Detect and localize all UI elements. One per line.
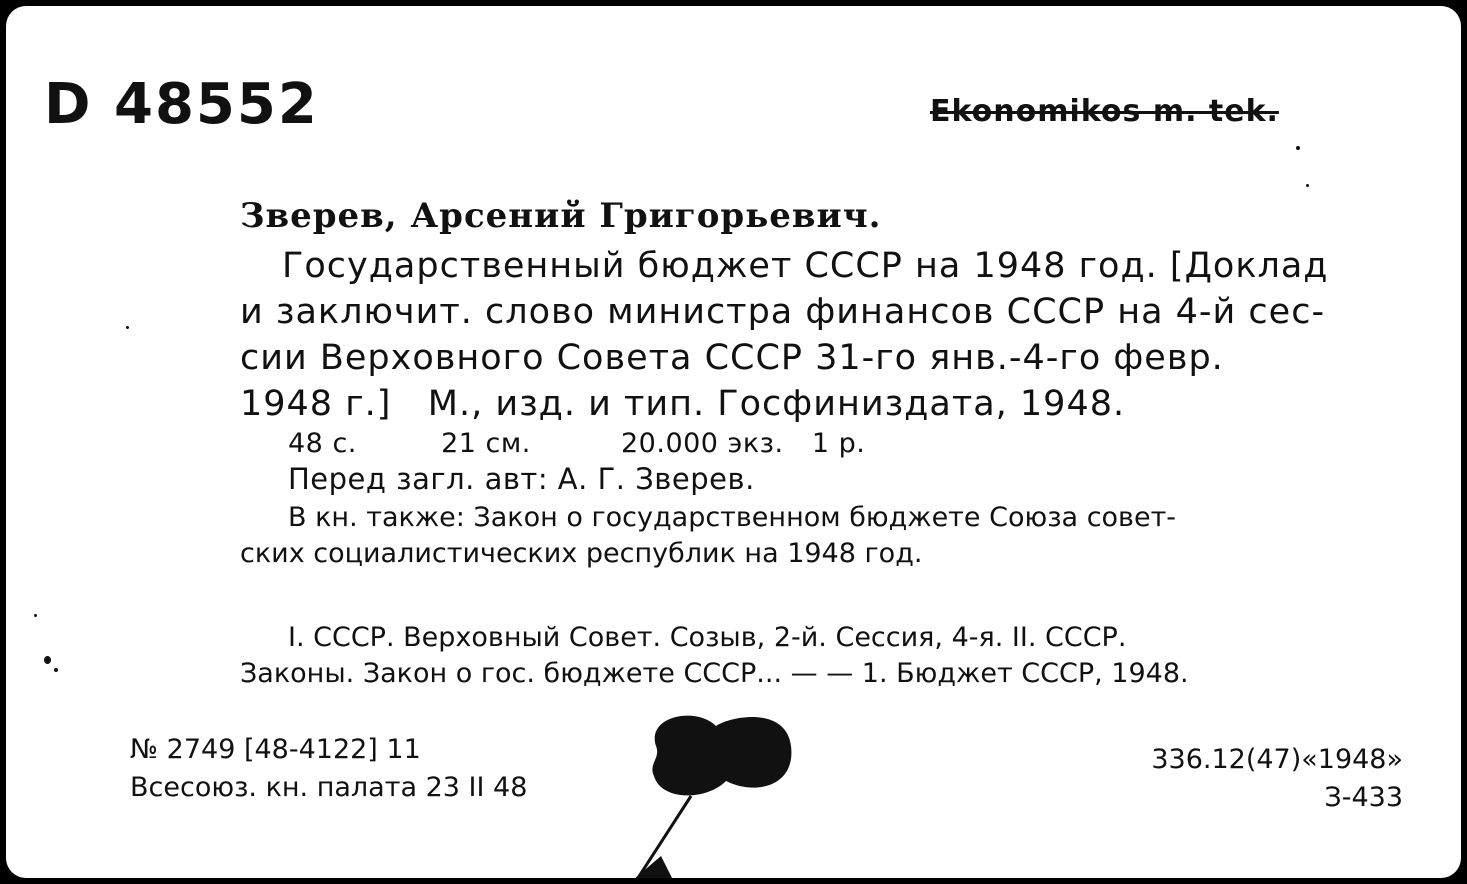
physical-description — [288, 428, 865, 459]
title-line: Государственный бюджет СССР на 1948 год. [Доклад — [282, 246, 1329, 286]
book-chamber-stamp: Всесоюз. кн. палата 23 II 48 — [130, 772, 528, 803]
author-note: Перед загл. авт: А. Г. Зверев. — [288, 462, 755, 496]
cutter-number: З-433 — [1324, 782, 1403, 813]
copies: 20.000 экз. — [621, 428, 784, 459]
pages: 48 с. — [288, 428, 357, 459]
author-heading: Зверев, Арсений Григорьевич. — [240, 196, 882, 236]
contents-note: В кн. также: Закон о государственном бюджете Союза совет- — [288, 502, 1177, 533]
handwritten-call-number: D 48552 — [44, 72, 319, 137]
speck — [126, 326, 129, 329]
contents-note: ских социалистических республик на 1948 год. — [240, 538, 923, 569]
size: 21 см. — [441, 428, 531, 459]
price: 1 р. — [811, 428, 866, 459]
title-line: сии Верховного Совета СССР 31-го янв.-4-го февр. — [240, 338, 1224, 378]
title-line: 1948 г.] М., изд. и тип. Госфиниздата, 1948. — [240, 384, 1126, 424]
title-line: и заключит. слово министра финансов СССР на 4-й сес- — [240, 292, 1326, 332]
speck — [34, 614, 37, 617]
speck — [1306, 184, 1309, 187]
speck — [1296, 146, 1300, 150]
library-stamp: Ekonomikos m. tek. — [930, 94, 1279, 129]
record-number: № 2749 [48-4122] 11 — [130, 734, 421, 765]
subject-tracings: I. СССР. Верховный Совет. Созыв, 2-й. Сессия, 4-я. II. СССР. — [288, 622, 1127, 653]
ink-blot — [636, 706, 806, 878]
speck — [54, 668, 58, 672]
subject-tracings: Законы. Закон о гос. бюджете СССР... — — 1. Бюджет СССР, 1948. — [240, 658, 1189, 689]
speck — [44, 656, 51, 664]
classification-number: 336.12(47)«1948» — [1151, 744, 1403, 775]
catalog-card — [6, 6, 1461, 878]
